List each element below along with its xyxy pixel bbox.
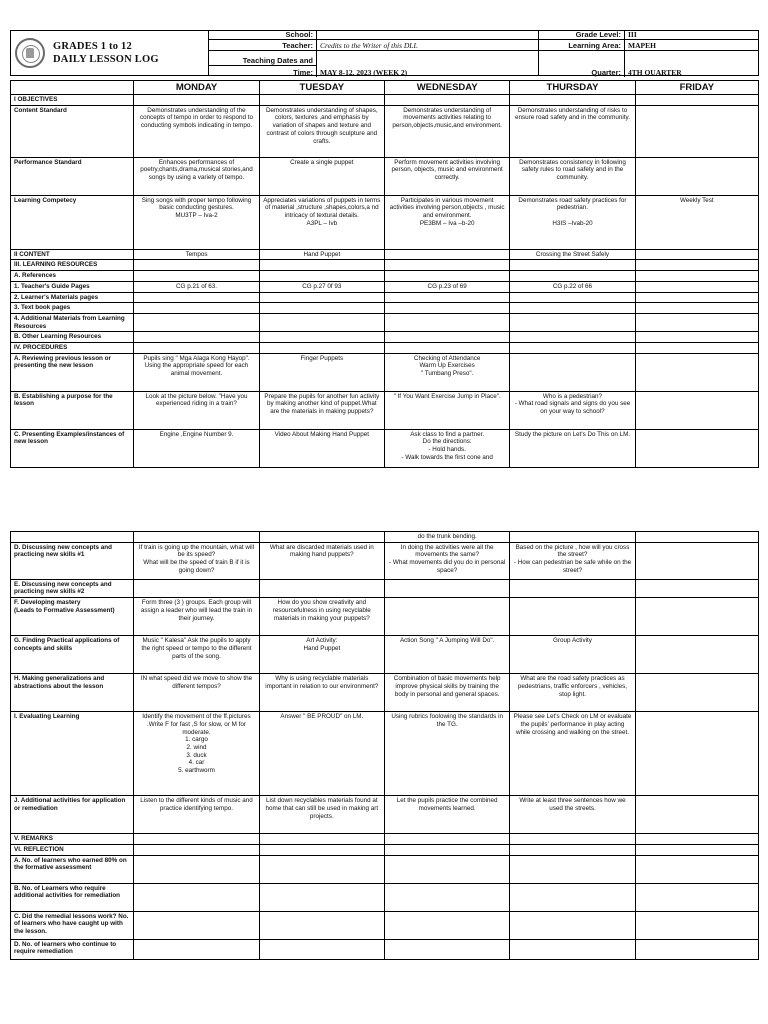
cell-thursday [510,332,635,343]
cell-friday [635,343,758,354]
cell-monday [134,844,259,855]
cell-wednesday [384,598,509,636]
cell-tuesday [259,292,384,303]
cell-wednesday [384,303,509,314]
continuation-cell-friday [635,532,758,543]
row-label-learning-competecy: Learning Competecy [11,195,134,249]
table-row [11,939,759,959]
table-row [11,712,759,796]
teacher-value: Credits to the Writer of this DLL [317,40,539,51]
cell-thursday [510,911,635,939]
cell-wednesday [384,834,509,845]
cell-monday: Identify the movement of the ff.pictures .Write F for fast ,S for slow, or M for moderate. 1. cargo 2. wind 3. duck 4. car 5. earthworm [134,712,259,796]
cell-monday [134,303,259,314]
table-row [11,674,759,712]
cell-tuesday [259,579,384,597]
cell-friday [635,598,758,636]
day-header-wednesday: WEDNESDAY [384,81,509,95]
cell-tuesday: Finger Puppets [259,353,384,391]
row-label-c-presenting-examples-instances-of-new-l: C. Presenting Examples/instances of new lesson [11,429,134,467]
row-label-2-learner-s-materials-pages: 2. Learner's Materials pages [11,292,134,303]
cell-friday [635,542,758,579]
table-row [11,844,759,855]
cell-friday [635,105,758,157]
cell-tuesday [259,855,384,883]
quarter-value: 4TH QUARTER [628,68,682,77]
cell-friday [635,844,758,855]
header-class-info [539,31,758,75]
quarter-label: Quarter: [539,66,625,77]
table-row [11,157,759,195]
cell-thursday: Study the picture on Let's Do This on LM. [510,429,635,467]
header-school-info [209,31,539,75]
cell-monday [134,855,259,883]
dates-spacer [317,51,539,66]
cell-tuesday [259,303,384,314]
day-header-thursday: THURSDAY [510,81,635,95]
cell-monday [134,834,259,845]
table-row [11,249,759,260]
cell-tuesday [259,271,384,282]
quarter-spacer-label [539,51,625,66]
cell-thursday [510,271,635,282]
cell-monday [134,313,259,331]
cell-friday [635,353,758,391]
cell-friday [635,429,758,467]
cell-friday [635,260,758,271]
cell-wednesday [384,292,509,303]
cell-friday [635,95,758,106]
cell-friday [635,939,758,959]
row-label-ii-content: II CONTENT [11,249,134,260]
cell-thursday [510,303,635,314]
cell-friday [635,313,758,331]
school-label: School: [209,31,317,40]
cell-tuesday: How do you show creativity and resourcefulness in using recyclable materials in making your puppets? [259,598,384,636]
cell-thursday [510,313,635,331]
table-row [11,292,759,303]
cell-thursday: CG p.22 of 66 [510,281,635,292]
cell-monday [134,883,259,911]
cell-friday [635,911,758,939]
cell-tuesday [259,883,384,911]
row-label-iv-procedures: IV. PROCEDURES [11,343,134,354]
continuation-row [11,532,759,543]
cell-thursday: Who is a pedestrian? - What road signals and signs do you see on your way to school? [510,391,635,429]
cell-monday: Pupils sing " Mga Alaga Kong Hayop". Using the appropriate speed for each animal movement. [134,353,259,391]
cell-tuesday: CG p.27 0f 93 [259,281,384,292]
cell-wednesday: Action Song " A Jumping Will Do". [384,636,509,674]
cell-tuesday: What are discarded materials used in making hand puppets? [259,542,384,579]
lesson-log-table-page2 [10,531,759,960]
header-titles [53,40,159,66]
cell-monday [134,939,259,959]
cell-wednesday [384,579,509,597]
cell-friday [635,855,758,883]
day-header-tuesday: TUESDAY [259,81,384,95]
row-label-a-references: A. References [11,271,134,282]
cell-thursday [510,579,635,597]
cell-monday [134,271,259,282]
cell-monday [134,911,259,939]
cell-friday [635,271,758,282]
cell-thursday [510,883,635,911]
cell-tuesday: Create a single puppet [259,157,384,195]
cell-thursday: Demonstrates road safety practices for pedestrian. H3IS –Ivab-20 [510,195,635,249]
cell-tuesday: List down recyclables materials found at home that can still be used in making art projects. [259,796,384,834]
row-label-j-additional-activities-for-application-: J. Additional activities for application or remediation [11,796,134,834]
cell-wednesday [384,844,509,855]
cell-wednesday: Perform movement activities involving person, objects, music and environment correctly. [384,157,509,195]
cell-thursday [510,353,635,391]
row-label-h-making-generalizations-and-abstraction: H. Making generalizations and abstractions about the lesson [11,674,134,712]
cell-friday [635,332,758,343]
cell-tuesday [259,939,384,959]
cell-friday [635,303,758,314]
table-row [11,343,759,354]
table-row [11,391,759,429]
row-label-4-additional-materials-from-learning-res: 4. Additional Materials from Learning Resources [11,313,134,331]
cell-wednesday: " If You Want Exercise Jump in Place". [384,391,509,429]
row-label-i-objectives: I OBJECTIVES [11,95,134,106]
cell-thursday [510,844,635,855]
cell-tuesday [259,844,384,855]
cell-thursday: Write at least three sentences how we used the streets. [510,796,635,834]
cell-thursday: Please see Let's Check on LM or evaluate the pupils' performance in play acting while crossing and walking on the street. [510,712,635,796]
lesson-log-table-page1 [10,80,759,468]
cell-thursday [510,855,635,883]
cell-tuesday: Art Activity: Hand Puppet [259,636,384,674]
cell-friday [635,834,758,845]
day-header-friday: FRIDAY [635,81,758,95]
row-label-d-no-of-learners-who-continue-to-require: D. No. of learners who continue to require remediation [11,939,134,959]
table-row [11,303,759,314]
corner-cell [11,81,134,95]
cell-wednesday: In doing the activities were all the movements the same? - What movements did you do in personal space? [384,542,509,579]
cell-monday: Engine ,Engine Number 9. [134,429,259,467]
cell-wednesday: Participates in various movement activities involving person,objects , music and environment. PE3BM – Iva –b-20 [384,195,509,249]
cell-tuesday: Video About Making Hand Puppet [259,429,384,467]
quarter-spacer-value [625,51,758,66]
cell-wednesday [384,313,509,331]
table-row [11,598,759,636]
cell-tuesday [259,343,384,354]
row-label-1-teacher-s-guide-pages: 1. Teacher's Guide Pages [11,281,134,292]
table-row [11,353,759,391]
table-row [11,195,759,249]
cell-thursday: What are the road safety practices as pedestrians, traffic enforcers , vehicles, stop light. [510,674,635,712]
row-label-b-other-learning-resources: B. Other Learning Resources [11,332,134,343]
cell-friday [635,249,758,260]
cell-monday [134,343,259,354]
row-label-a-reviewing-previous-lesson-or-presentin: A. Reviewing previous lesson or presenting the new lesson [11,353,134,391]
cell-wednesday [384,271,509,282]
cell-monday [134,95,259,106]
cell-monday: Look at the picture below. "Have you experienced riding in a train? [134,391,259,429]
cell-thursday: Demonstrates understanding of risks to ensure road safety and in the community. [510,105,635,157]
cell-tuesday: Answer " BE PROUD" on LM. [259,712,384,796]
cell-thursday [510,292,635,303]
title-daily-lesson-log: DAILY LESSON LOG [53,54,159,65]
cell-wednesday [384,260,509,271]
learning-area-label: Learning Area: [539,40,625,51]
table-row [11,105,759,157]
table-row [11,796,759,834]
cell-monday [134,292,259,303]
row-label-v-remarks: V. REMARKS [11,834,134,845]
cell-thursday [510,343,635,354]
grade-level-label: Grade Level: [539,31,625,40]
table-row [11,95,759,106]
table-row [11,429,759,467]
table-row [11,911,759,939]
cell-tuesday: Hand Puppet [259,249,384,260]
day-header-row [11,81,759,95]
row-label-b-no-of-learners-who-require-additional-: B. No. of Learners who require additional activities for remediation [11,883,134,911]
row-label-3-text-book-pages: 3. Text book pages [11,303,134,314]
row-label-performance-standard: Performance Standard [11,157,134,195]
row-label-a-no-of-learners-who-earned-80-on-the-fo: A. No. of learners who earned 80% on the formative assessment [11,855,134,883]
cell-friday: Weekly Test [635,195,758,249]
table-row [11,332,759,343]
cell-monday: CG p.21 of 63. [134,281,259,292]
cell-monday [134,579,259,597]
table-row [11,834,759,845]
cell-thursday [510,598,635,636]
cell-tuesday [259,260,384,271]
row-label-i-evaluating-learning: I. Evaluating Learning [11,712,134,796]
cell-thursday [510,834,635,845]
cell-wednesday: CG p.23 of 69 [384,281,509,292]
row-label-c-did-the-remedial-lessons-work-no-of-le: C. Did the remedial lessons work? No. of learners who have caught up with the lesson. [11,911,134,939]
cell-tuesday: Demonstrates understanding of shapes, colors, textures ,and emphasis by variation of shapes and texture and contrast of colors through sculpture and crafts. [259,105,384,157]
row-label-d-discussing-new-concepts-and-practicing: D. Discussing new concepts and practicing new skills #1 [11,542,134,579]
cell-friday [635,796,758,834]
cell-friday [635,157,758,195]
cell-wednesday: Demonstrates understanding of movements activities relating to person,objects,music,and environment. [384,105,509,157]
cell-monday: IN what speed did we move to show the different tempos? [134,674,259,712]
cell-thursday: Based on the picture , how will you cross the street? - How can pedestrian be safe while on the street? [510,542,635,579]
cell-tuesday [259,313,384,331]
cell-wednesday: Combination of basic movements help improve physical skills by training the body in personal and general spaces. [384,674,509,712]
cell-tuesday: Appreciates variations of puppets in terms of material ,structure ,shapes,colors,a nd intricacy of textural details. A3PL – Ivb [259,195,384,249]
cell-friday [635,281,758,292]
title-grades: GRADES 1 to 12 [53,41,132,52]
cell-monday: Sing songs with proper tempo following basic conducting gestures. MU3TP – Iva-2 [134,195,259,249]
dates-value: MAY 8-12, 2023 (WEEK 2) [320,68,408,77]
table-row [11,542,759,579]
table-row [11,855,759,883]
row-label-iii-learning-resources: III. LEARNING RESOURCES [11,260,134,271]
cell-wednesday: Ask class to find a partner. Do the directions: - Hold hands. - Walk towards the first cone and [384,429,509,467]
cell-tuesday [259,332,384,343]
table-row [11,281,759,292]
cell-wednesday [384,939,509,959]
cell-wednesday [384,95,509,106]
continuation-cell-wednesday: do the trunk bending. [384,532,509,543]
cell-thursday [510,939,635,959]
cell-wednesday [384,343,509,354]
row-label-g-finding-practical-applications-of-conc: G. Finding Practical applications of concepts and skills [11,636,134,674]
table-row [11,271,759,282]
cell-monday [134,332,259,343]
cell-thursday: Group Activity [510,636,635,674]
table-row [11,313,759,331]
cell-monday: Demonstrates understanding of the concepts of tempo in order to respond to conducting symbols indicating in tempo. [134,105,259,157]
cell-friday [635,579,758,597]
cell-thursday: Crossing the Street Safely [510,249,635,260]
row-label-b-establishing-a-purpose-for-the-lesson: B. Establishing a purpose for the lesson [11,391,134,429]
cell-tuesday: Prepare the pupils for another fun activity by making another kind of puppet.What are the materials in making puppets? [259,391,384,429]
cell-wednesday [384,332,509,343]
cell-thursday: Demonstrates consistency in following safety rules to road safety and in the community. [510,157,635,195]
continuation-cell-thursday [510,532,635,543]
cell-wednesday: Using rubrics foolowing the standards in the TG. [384,712,509,796]
table-row [11,260,759,271]
cell-wednesday [384,855,509,883]
table-row [11,883,759,911]
cell-tuesday [259,834,384,845]
dll-header [10,30,759,76]
time-label: Time: [209,66,317,77]
continuation-label-cell [11,532,134,543]
deped-seal-icon [15,38,45,68]
cell-friday [635,292,758,303]
cell-monday: Listen to the different kinds of music and practice identifying tempo. [134,796,259,834]
day-header-monday: MONDAY [134,81,259,95]
continuation-cell-tuesday [259,532,384,543]
teaching-dates-label: Teaching Dates and [209,51,317,66]
cell-wednesday [384,911,509,939]
school-value [317,31,539,40]
cell-monday: Music " Kalesa" Ask the pupils to apply the right speed or tempo to the different parts of the song. [134,636,259,674]
cell-friday [635,712,758,796]
cell-tuesday [259,95,384,106]
cell-wednesday [384,249,509,260]
learning-area-value: MAPEH [625,40,758,51]
row-label-f-developing-mastery-leads-to-formative-: F. Developing mastery (Leads to Formative Assessment) [11,598,134,636]
cell-monday: If train is going up the mountain, what will be its speed? What will be the speed of train B if it is going down? [134,542,259,579]
cell-tuesday: Why is using recyclable materials important in relation to our environment? [259,674,384,712]
cell-monday: Tempos [134,249,259,260]
continuation-cell-monday [134,532,259,543]
cell-monday: Enhances performances of poetry,chants,drama,musical stories,and songs by using a variety of tempo. [134,157,259,195]
cell-wednesday: Let the pupils practice the combined movements learned. [384,796,509,834]
cell-friday [635,391,758,429]
cell-monday [134,260,259,271]
teacher-label: Teacher: [209,40,317,51]
cell-wednesday [384,883,509,911]
cell-tuesday [259,911,384,939]
row-label-e-discussing-new-concepts-and-practicing: E. Discussing new concepts and practicing new skills #2 [11,579,134,597]
cell-wednesday: Checking of Attendance Warm Up Exercises " Tumbang Preso". [384,353,509,391]
row-label-vi-reflection: VI. REFLECTION [11,844,134,855]
grade-level-value: III [625,31,758,40]
cell-thursday [510,95,635,106]
header-logo-block [11,31,209,75]
cell-thursday [510,260,635,271]
table-row [11,636,759,674]
table-row [11,579,759,597]
cell-monday: Form three (3 ) groups. Each group will assign a leader who will lead the train in their journey. [134,598,259,636]
cell-friday [635,636,758,674]
cell-friday [635,674,758,712]
cell-friday [635,883,758,911]
row-label-content-standard: Content Standard [11,105,134,157]
